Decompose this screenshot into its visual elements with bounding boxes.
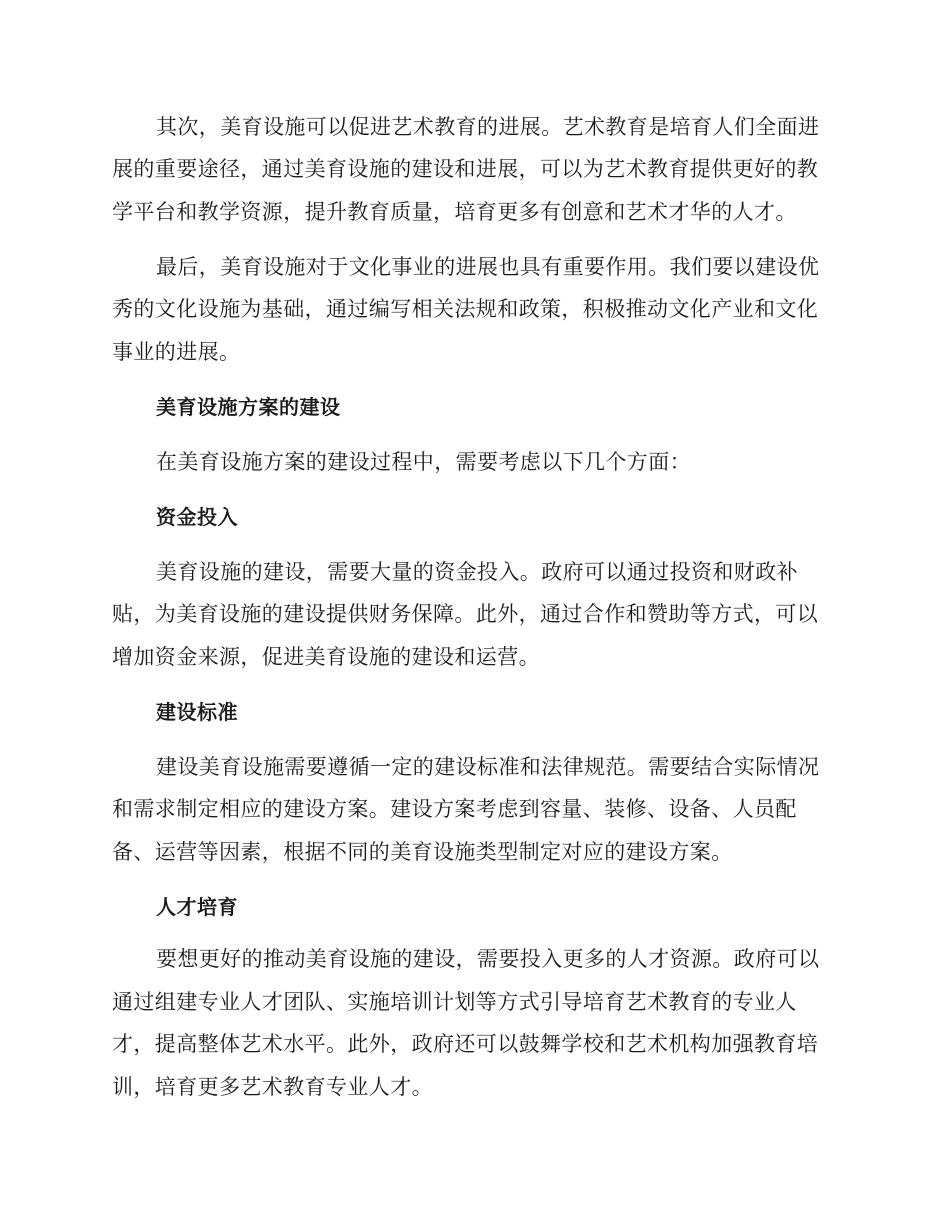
paragraph-line: 学平台和教学资源，提升教育质量，培育更多有创意和艺术才华的人才。 — [112, 200, 797, 224]
subheading-talent: 人才培育 — [156, 895, 238, 919]
paragraph-line: 训，培育更多艺术教育专业人才。 — [112, 1075, 433, 1099]
paragraph-line: 其次，美育设施可以促进艺术教育的进展。艺术教育是培育人们全面进 — [156, 115, 820, 139]
paragraph-line: 建设美育设施需要遵循一定的建设标准和法律规范。需要结合实际情况 — [156, 755, 820, 779]
subheading-funding: 资金投入 — [156, 505, 238, 529]
section-intro: 在美育设施方案的建设过程中，需要考虑以下几个方面： — [156, 450, 691, 474]
paragraph-line: 通过组建专业人才团队、实施培训计划等方式引导培育艺术教育的专业人 — [112, 990, 797, 1014]
paragraph-line: 要想更好的推动美育设施的建设，需要投入更多的人才资源。政府可以 — [156, 947, 820, 971]
paragraph-line: 最后，美育设施对于文化事业的进展也具有重要作用。我们要以建设优 — [156, 255, 820, 279]
subheading-standards: 建设标准 — [156, 700, 238, 724]
paragraph-line: 美育设施的建设，需要大量的资金投入。政府可以通过投资和财政补 — [156, 560, 798, 584]
section-heading: 美育设施方案的建设 — [156, 395, 341, 419]
paragraph-line: 和需求制定相应的建设方案。建设方案考虑到容量、装修、设备、人员配 — [112, 797, 797, 821]
paragraph-line: 秀的文化设施为基础，通过编写相关法规和政策，积极推动文化产业和文化 — [112, 297, 819, 321]
paragraph-line: 展的重要途径，通过美育设施的建设和进展，可以为艺术教育提供更好的教 — [112, 157, 819, 181]
paragraph-line: 才，提高整体艺术水平。此外，政府还可以鼓舞学校和艺术机构加强教育培 — [112, 1032, 819, 1056]
paragraph-line: 增加资金来源，促进美育设施的建设和运营。 — [112, 645, 540, 669]
paragraph-line: 贴，为美育设施的建设提供财务保障。此外，通过合作和赞助等方式，可以 — [112, 602, 819, 626]
paragraph-line: 备、运营等因素，根据不同的美育设施类型制定对应的建设方案。 — [112, 840, 733, 864]
paragraph-line: 事业的进展。 — [112, 340, 241, 364]
